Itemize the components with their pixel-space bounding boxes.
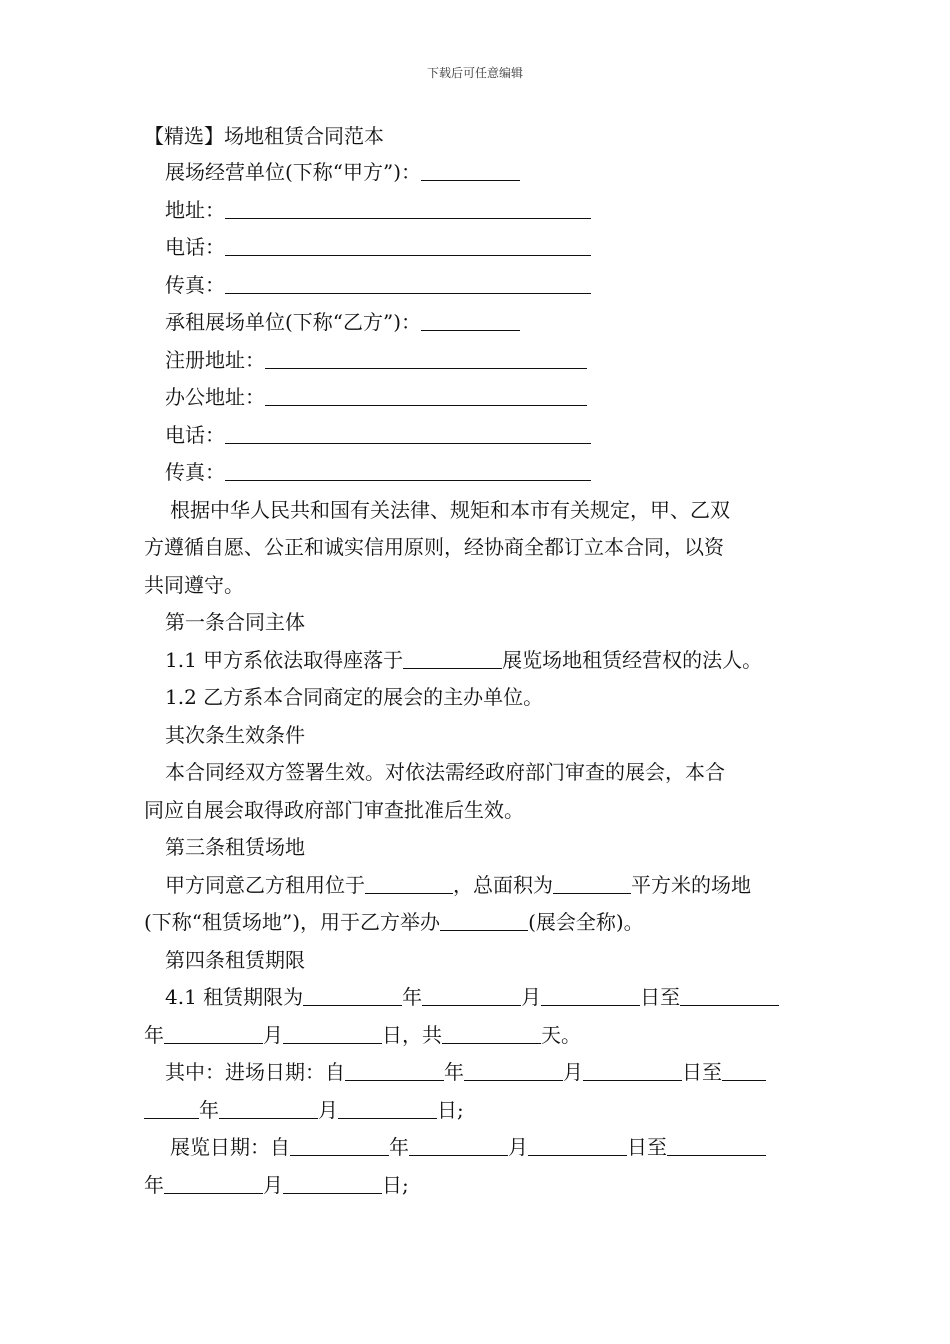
- month-label: 月: [563, 1060, 583, 1084]
- party-b-blank: [421, 310, 520, 331]
- article-2-line-2: 同应自展会取得政府部门审查批准后生效。: [144, 797, 524, 822]
- lease-end-month-blank: [164, 1023, 263, 1044]
- article-1-1-text-b: 展览场地租赁经营权的法人。: [502, 647, 763, 672]
- entry-end-year-blank-b: [144, 1098, 199, 1119]
- exhibit-date-line-2: [144, 1167, 808, 1205]
- article-4-title: 第四条租赁期限: [165, 947, 305, 972]
- year-label: 年: [199, 1097, 219, 1122]
- entry-start-day-blank: [583, 1060, 682, 1081]
- article-3-text-c: 平方米的场地: [631, 872, 751, 897]
- party-b-line: [144, 304, 808, 342]
- party-a-label: 展场经营单位(下称“甲方”)：: [165, 160, 422, 184]
- fax-blank: [225, 273, 591, 294]
- lease-end-day-blank: [283, 1023, 382, 1044]
- article-3-text-e: (展会全称)。: [528, 910, 644, 934]
- address-label: 地址：: [165, 197, 225, 222]
- office-address-label: 办公地址：: [165, 385, 265, 409]
- phone-b-line: [144, 417, 808, 455]
- day-to-label: 日至: [627, 1135, 667, 1159]
- year-label: 年: [444, 1060, 464, 1084]
- article-1-1-text-a: 1.1 甲方系依法取得座落于: [165, 647, 404, 672]
- month-label: 月: [508, 1135, 528, 1159]
- exhibition-name-blank: [440, 910, 528, 931]
- article-3-line-2: [144, 904, 808, 942]
- reg-address-line: [144, 342, 808, 380]
- phone-b-blank: [225, 423, 591, 444]
- days-unit-label: 天。: [541, 1022, 581, 1047]
- article-3-text-b: ，总面积为: [453, 872, 553, 897]
- preamble-line-1: 根据中华人民共和国有关法律、规矩和本市有关规定，甲、乙双: [170, 497, 730, 522]
- day-to-label: 日至: [640, 985, 681, 1009]
- article-4-1-line-1: [144, 979, 808, 1017]
- month-label: 月: [521, 985, 542, 1009]
- article-1-2: 1.2 乙方系本合同商定的展会的主办单位。: [165, 685, 544, 709]
- party-b-label: 承租展场单位(下称“乙方”)：: [165, 310, 422, 334]
- address-blank: [225, 198, 591, 219]
- preamble-line-3: 共同遵守。: [144, 572, 244, 597]
- contract-body: [144, 118, 808, 1204]
- article-3-title: 第三条租赁场地: [165, 835, 305, 859]
- party-a-line: [144, 154, 808, 192]
- end-semicolon-label: 日;: [382, 1172, 409, 1197]
- exhibit-date-label: 展览日期：自: [170, 1135, 290, 1159]
- article-2-title: 其次条生效条件: [165, 722, 305, 747]
- article-2-line-1: 本合同经双方签署生效。对依法需经政府部门审查的展会，本合: [165, 760, 725, 784]
- phone-b-label: 电话：: [165, 422, 225, 447]
- fax-b-line: [144, 454, 808, 492]
- year-label: 年: [144, 1172, 164, 1197]
- lease-end-year-blank: [680, 985, 779, 1006]
- exhibit-end-month-blank: [164, 1173, 263, 1194]
- fax-b-label: 传真：: [165, 460, 225, 484]
- total-label: 日，共: [382, 1022, 442, 1047]
- entry-date-line-1: [144, 1054, 808, 1092]
- month-label: 月: [263, 1022, 283, 1047]
- exhibit-start-month-blank: [409, 1135, 508, 1156]
- article-3-text-a: 甲方同意乙方租用位于: [165, 872, 365, 897]
- lease-start-year-blank: [303, 985, 402, 1006]
- entry-start-month-blank: [464, 1060, 563, 1081]
- reg-address-label: 注册地址：: [165, 347, 265, 372]
- month-label: 月: [318, 1097, 338, 1122]
- office-address-line: [144, 379, 808, 417]
- entry-date-label: 其中：进场日期：自: [165, 1060, 345, 1084]
- exhibit-date-line-1: [144, 1129, 808, 1167]
- entry-end-day-blank: [338, 1098, 437, 1119]
- phone-blank: [225, 235, 591, 256]
- entry-end-month-blank: [219, 1098, 318, 1119]
- fax-line: [144, 267, 808, 305]
- address-line: [144, 192, 808, 230]
- article-3-line-1: [144, 867, 808, 905]
- fax-b-blank: [225, 460, 591, 481]
- office-address-blank: [265, 385, 587, 406]
- entry-date-line-2: [144, 1092, 808, 1130]
- year-label: 年: [402, 985, 423, 1009]
- article-3-text-d: (下称“租赁场地”)，用于乙方举办: [144, 910, 441, 934]
- exhibit-end-year-blank: [667, 1135, 766, 1156]
- phone-label: 电话：: [165, 235, 225, 259]
- end-semicolon-label: 日;: [437, 1097, 464, 1122]
- location-blank: [403, 648, 502, 669]
- page-header-note: 下载后可任意编辑: [426, 66, 523, 80]
- year-label: 年: [144, 1022, 164, 1047]
- phone-line: [144, 229, 808, 267]
- lease-start-day-blank: [541, 985, 640, 1006]
- preamble-line-2: 方遵循自愿、公正和诚实信用原则，经协商全都订立本合同，以资: [144, 535, 724, 559]
- site-location-blank: [365, 873, 453, 894]
- reg-address-blank: [265, 348, 587, 369]
- year-label: 年: [389, 1135, 409, 1159]
- entry-start-year-blank: [345, 1060, 444, 1081]
- doc-title: 【精选】场地租赁合同范本: [144, 124, 384, 148]
- fax-label: 传真：: [165, 272, 225, 297]
- day-to-label: 日至: [682, 1060, 722, 1084]
- exhibit-end-day-blank: [283, 1173, 382, 1194]
- lease-start-month-blank: [422, 985, 521, 1006]
- party-a-blank: [421, 160, 520, 181]
- total-days-blank: [442, 1023, 541, 1044]
- article-4-1-label: 4.1 租赁期限为: [165, 985, 304, 1009]
- entry-end-year-blank-a: [722, 1060, 766, 1081]
- exhibit-start-year-blank: [290, 1135, 389, 1156]
- article-4-1-line-2: [144, 1017, 808, 1055]
- article-1-1: [144, 642, 808, 680]
- exhibit-start-day-blank: [528, 1135, 627, 1156]
- month-label: 月: [263, 1172, 283, 1197]
- article-1-title: 第一条合同主体: [165, 610, 305, 634]
- area-blank: [553, 873, 631, 894]
